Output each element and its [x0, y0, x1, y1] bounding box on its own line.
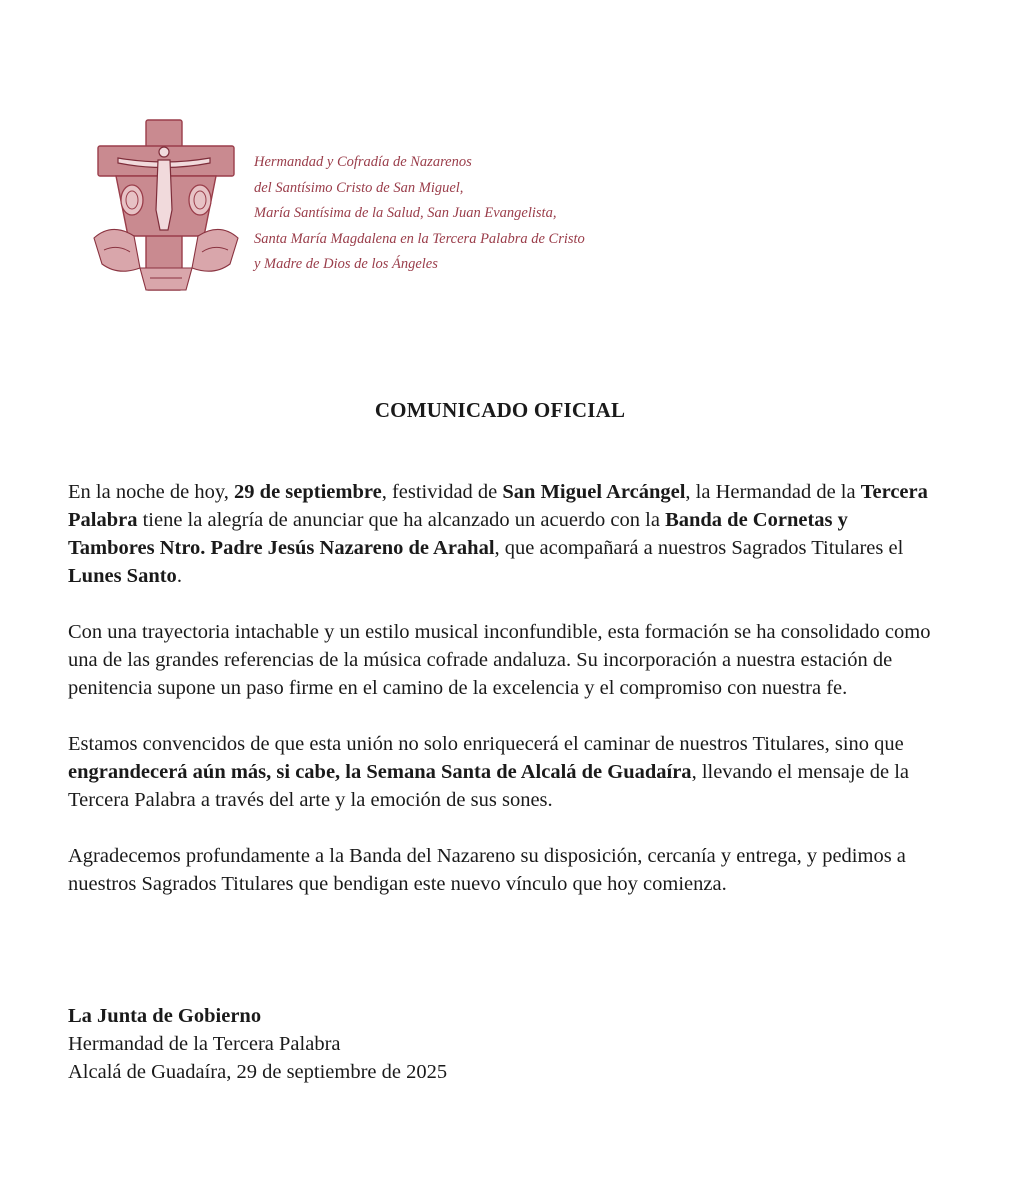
- signature-place-date: Alcalá de Guadaíra, 29 de septiembre de 2025: [68, 1061, 448, 1083]
- signature-hermandad: Hermandad de la Tercera Palabra: [68, 1033, 341, 1055]
- text-span: .: [176, 565, 182, 587]
- bold-date: 29 de septiembre: [234, 481, 382, 503]
- signature-junta: La Junta de Gobierno: [68, 1005, 262, 1027]
- hermandad-crest-icon: [88, 118, 244, 296]
- paragraph-conviction: [68, 730, 936, 814]
- paragraph-gratitude: Agradecemos profundamente a la Banda del Nazareno su disposición, cercanía y entrega, y pedimos a nuestros Sagrados Titulares que bendigan este nuevo vínculo que hoy comienza.: [68, 845, 906, 895]
- organization-name: [254, 150, 684, 278]
- org-line-2: del Santísimo Cristo de San Miguel,: [254, 179, 464, 196]
- text-span: Estamos convencidos de que esta unión no solo enriquecerá el caminar de nuestros Titulares, sino que: [68, 733, 904, 755]
- org-line-5: y Madre de Dios de los Ángeles: [254, 256, 438, 272]
- document-body: [68, 478, 936, 926]
- text-span: , la Hermandad de la: [685, 481, 861, 503]
- bold-band-name: Banda de Cornetas y Tambores Ntro. Padre Jesús Nazareno de Arahal: [68, 509, 848, 559]
- text-span: tiene la alegría de anunciar que ha alcanzado un acuerdo con la: [137, 509, 666, 531]
- org-line-4: Santa María Magdalena en la Tercera Palabra de Cristo: [254, 230, 585, 247]
- bold-semana-santa: engrandecerá aún más, si cabe, la Semana Santa de Alcalá de Guadaíra: [68, 761, 692, 783]
- bold-feast: San Miguel Arcángel: [502, 481, 686, 503]
- org-line-3: María Santísima de la Salud, San Juan Evangelista,: [254, 205, 557, 221]
- paragraph-announcement: [68, 478, 936, 590]
- text-span: , llevando el mensaje de la Tercera Palabra a través del arte y la emoción de sus sones.: [68, 761, 910, 811]
- org-line-1: Hermandad y Cofradía de Nazarenos: [254, 154, 472, 170]
- text-span: , que acompañará a nuestros Sagrados Titulares el: [494, 537, 904, 559]
- bold-day: Lunes Santo: [68, 565, 177, 587]
- signature-block: [68, 1002, 447, 1086]
- text-span: En la noche de hoy,: [68, 481, 235, 503]
- paragraph-trajectory: Con una trayectoria intachable y un estilo musical inconfundible, esta formación se ha consolidado como una de las grandes referencias de la música cofrade andaluza. Su incorporación a nuestra estación de penitencia supone un paso firme en el camino de la excelencia y el compromiso con nuestra fe.: [68, 621, 931, 699]
- letterhead: [88, 118, 688, 298]
- document-title: COMUNICADO OFICIAL: [374, 398, 626, 422]
- text-span: , festividad de: [381, 481, 503, 503]
- bold-hermandad: Tercera Palabra: [68, 481, 928, 531]
